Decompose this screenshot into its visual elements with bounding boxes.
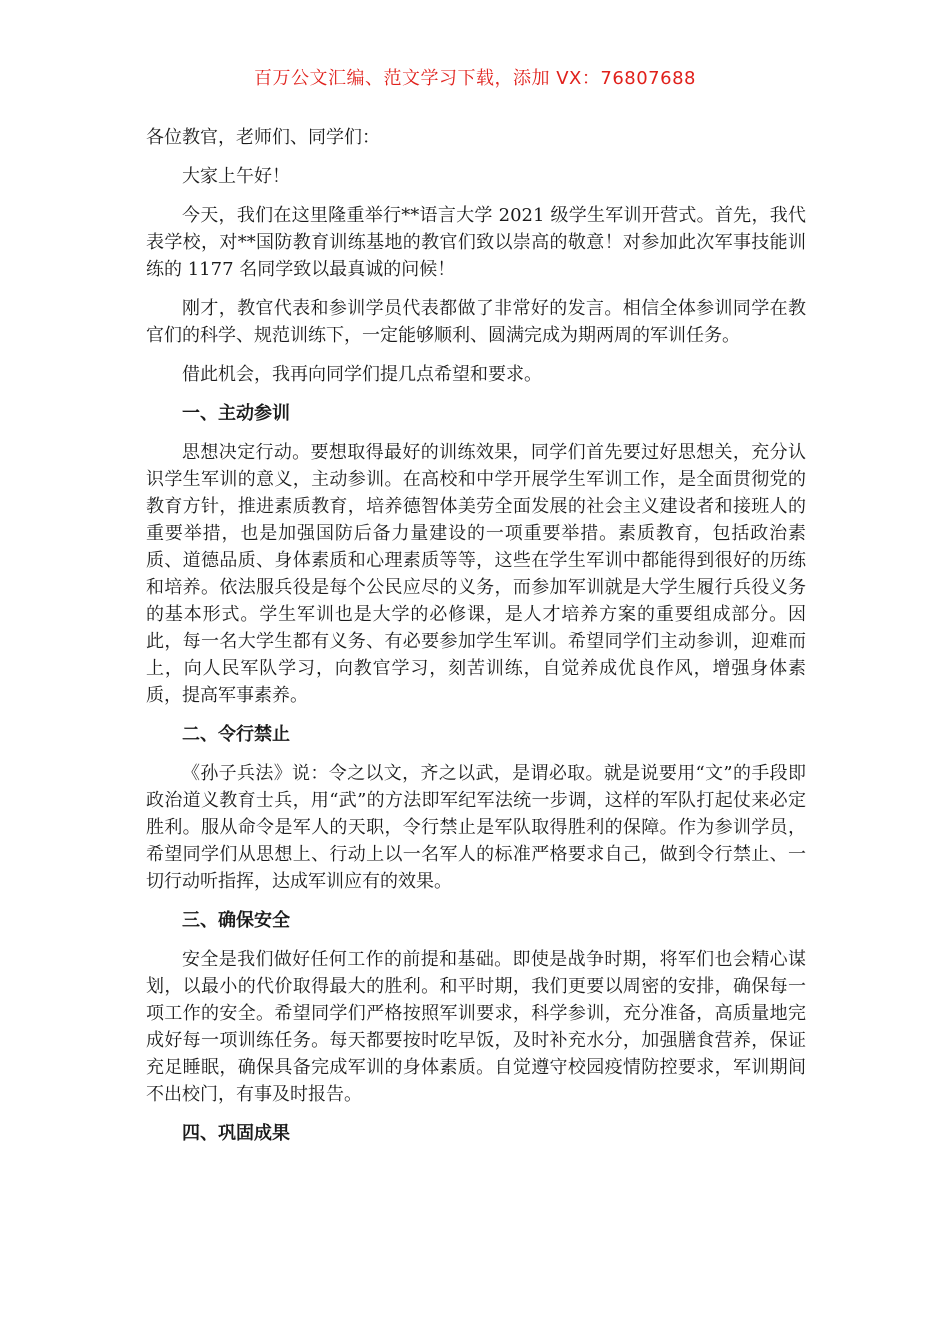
intro-paragraph: 借此机会，我再向同学们提几点希望和要求。	[182, 364, 542, 385]
salutation: 各位教官，老师们、同学们：	[146, 127, 380, 148]
intro-paragraph: 今天，我们在这里隆重举行**语言大学 2021 级学生军训开营式。首先，我代表学校，对**国防教育训练基地的教官们致以崇高的敬意！对参加此次军事技能训练的 1177 名同学致以最真诚的问候！	[146, 205, 806, 280]
section-heading: 二、令行禁止	[182, 724, 290, 745]
section-paragraph: 《孙子兵法》说：令之以文，齐之以武，是谓必取。就是说要用“文”的手段即政治道义教育士兵，用“武”的方法即军纪军法统一步调，这样的军队打起仗来必定胜利。服从命令是军人的天职，令行禁止是军队取得胜利的保障。作为参训学员，希望同学们从思想上、行动上以一名军人的标准严格要求自己，做到令行禁止、一切行动听指挥，达成军训应有的效果。	[146, 763, 806, 892]
section-paragraph: 思想决定行动。要想取得最好的训练效果，同学们首先要过好思想关，充分认识学生军训的意义，主动参训。在高校和中学开展学生军训工作，是全面贯彻党的教育方针，推进素质教育，培养德智体美劳全面发展的社会主义建设者和接班人的重要举措，也是加强国防后备力量建设的一项重要举措。素质教育，包括政治素质、道德品质、身体素质和心理素质等等，这些在学生军训中都能得到很好的历练和培养。依法服兵役是每个公民应尽的义务，而参加军训就是大学生履行兵役义务的基本形式。学生军训也是大学的必修课，是人才培养方案的重要组成部分。因此，每一名大学生都有义务、有必要参加学生军训。希望同学们主动参训，迎难而上，向人民军队学习，向教官学习，刻苦训练，自觉养成优良作风，增强身体素质，提高军事素养。	[146, 442, 806, 706]
section-heading: 四、巩固成果	[182, 1123, 290, 1144]
intro-paragraph: 刚才，教官代表和参训学员代表都做了非常好的发言。相信全体参训同学在教官们的科学、规范训练下，一定能够顺利、圆满完成为期两周的军训任务。	[146, 298, 806, 346]
section-heading: 三、确保安全	[182, 910, 290, 931]
section-heading: 一、主动参训	[182, 403, 290, 424]
header-banner: 百万公文汇编、范文学习下载，添加 VX：76807688	[254, 68, 696, 89]
section-paragraph: 安全是我们做好任何工作的前提和基础。即使是战争时期，将军们也会精心谋划，以最小的代价取得最大的胜利。和平时期，我们更要以周密的安排，确保每一项工作的安全。希望同学们严格按照军训要求，科学参训，充分准备，高质量地完成好每一项训练任务。每天都要按时吃早饭，及时补充水分，加强膳食营养，保证充足睡眠，确保具备完成军训的身体素质。自觉遵守校园疫情防控要求，军训期间不出校门，有事及时报告。	[146, 949, 806, 1105]
greeting: 大家上午好！	[182, 166, 290, 187]
document-body	[146, 124, 806, 1159]
